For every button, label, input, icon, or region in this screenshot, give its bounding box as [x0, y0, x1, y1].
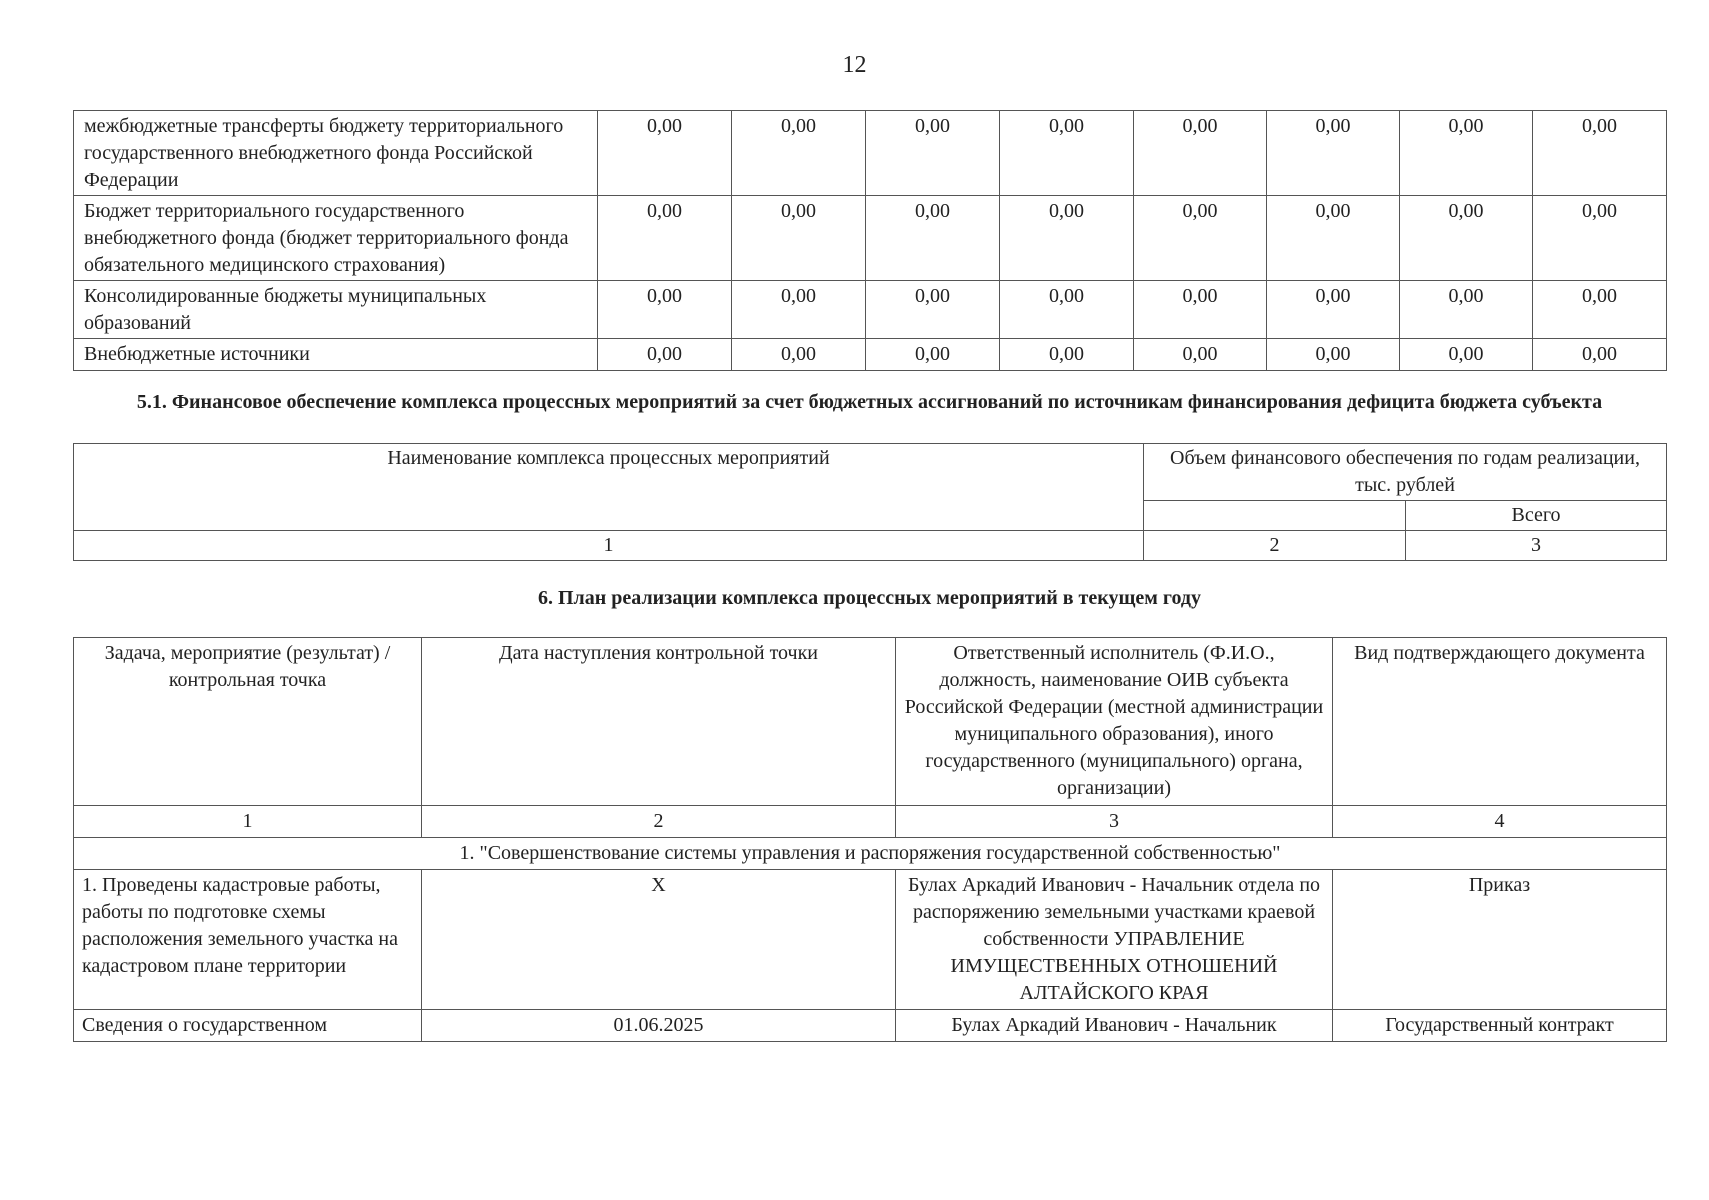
table-row: [74, 870, 1667, 1010]
funding-source-name: Внебюджетные источники: [74, 339, 598, 371]
funding-value: 0,00: [1400, 196, 1533, 281]
column-header-task: Задача, мероприятие (результат) / контрольная точка: [74, 638, 422, 806]
funding-value: 0,00: [1267, 111, 1400, 196]
funding-value: 0,00: [598, 111, 732, 196]
funding-value: 0,00: [732, 339, 866, 371]
funding-table: [73, 110, 1667, 371]
responsible-cell: Булах Аркадий Иванович - Начальник: [896, 1010, 1333, 1042]
column-header-document: Вид подтверждающего документа: [1333, 638, 1667, 806]
funding-row: [74, 281, 1667, 339]
funding-row: [74, 196, 1667, 281]
funding-value: 0,00: [866, 281, 1000, 339]
column-header-responsible: Ответственный исполнитель (Ф.И.О., должность, наименование ОИВ субъекта Российской Федерации (местной администрации муниципального образования), иного государственного (муниципального) органа, организации): [896, 638, 1333, 806]
funding-row: [74, 111, 1667, 196]
funding-value: 0,00: [1267, 196, 1400, 281]
section-5-1-heading: 5.1. Финансовое обеспечение комплекса процессных мероприятий за счет бюджетных ассигнований по источникам финансирования дефицита бюджета субъекта: [136, 391, 1603, 413]
funding-value: 0,00: [1134, 111, 1267, 196]
section-6-heading: 6. План реализации комплекса процессных мероприятий в текущем году: [537, 587, 1202, 609]
column-number: 4: [1333, 806, 1667, 838]
table-row: [74, 1010, 1667, 1042]
funding-source-name: Консолидированные бюджеты муниципальных образований: [74, 281, 598, 339]
funding-value: 0,00: [1533, 196, 1667, 281]
column-header-date: Дата наступления контрольной точки: [422, 638, 896, 806]
funding-value: 0,00: [1533, 281, 1667, 339]
column-number: 3: [1406, 531, 1667, 561]
funding-value: 0,00: [1134, 339, 1267, 371]
funding-value: 0,00: [1533, 111, 1667, 196]
funding-value: 0,00: [1000, 339, 1134, 371]
task-cell: Сведения о государственном: [74, 1010, 422, 1042]
funding-value: 0,00: [1000, 281, 1134, 339]
funding-value: 0,00: [598, 196, 732, 281]
date-cell: X: [422, 870, 896, 1010]
funding-row: [74, 339, 1667, 371]
column-numbers-row: [74, 531, 1667, 561]
task-title-row: [74, 838, 1667, 870]
funding-value: 0,00: [1000, 111, 1134, 196]
column-number: 1: [74, 531, 1144, 561]
date-cell: 01.06.2025: [422, 1010, 896, 1042]
table-header-row: [74, 638, 1667, 806]
document-cell: Приказ: [1333, 870, 1667, 1010]
funding-value: 0,00: [1134, 196, 1267, 281]
financing-sources-table: [73, 443, 1667, 561]
document-cell: Государственный контракт: [1333, 1010, 1667, 1042]
funding-value: 0,00: [732, 111, 866, 196]
column-number: 1: [74, 806, 422, 838]
column-number: 3: [896, 806, 1333, 838]
table-header-row: [74, 444, 1667, 501]
funding-value: 0,00: [598, 281, 732, 339]
implementation-plan-table: [73, 637, 1667, 1042]
funding-value: 0,00: [866, 339, 1000, 371]
funding-value: 0,00: [1267, 281, 1400, 339]
funding-value: 0,00: [1000, 196, 1134, 281]
funding-value: 0,00: [866, 111, 1000, 196]
funding-value: 0,00: [1400, 281, 1533, 339]
funding-value: 0,00: [1267, 339, 1400, 371]
funding-source-name: Бюджет территориального государственного внебюджетного фонда (бюджет территориального фонда обязательного медицинского страхования): [74, 196, 598, 281]
funding-value: 0,00: [866, 196, 1000, 281]
column-header-volume: Объем финансового обеспечения по годам реализации, тыс. рублей: [1144, 444, 1667, 501]
task-cell: 1. Проведены кадастровые работы, работы по подготовке схемы расположения земельного участка на кадастровом плане территории: [74, 870, 422, 1010]
funding-value: 0,00: [732, 281, 866, 339]
column-header-name: Наименование комплекса процессных мероприятий: [74, 444, 1144, 531]
column-header-total: Всего: [1406, 501, 1667, 531]
column-header-year: [1144, 501, 1406, 531]
funding-value: 0,00: [598, 339, 732, 371]
task-title: 1. "Совершенствование системы управления и распоряжения государственной собственностью": [74, 838, 1667, 870]
funding-value: 0,00: [1533, 339, 1667, 371]
funding-value: 0,00: [1400, 339, 1533, 371]
column-number: 2: [1144, 531, 1406, 561]
column-numbers-row: [74, 806, 1667, 838]
column-number: 2: [422, 806, 896, 838]
funding-value: 0,00: [1134, 281, 1267, 339]
funding-source-name: межбюджетные трансферты бюджету территориального государственного внебюджетного фонда Российской Федерации: [74, 111, 598, 196]
responsible-cell: Булах Аркадий Иванович - Начальник отдела по распоряжению земельными участками краевой собственности УПРАВЛЕНИЕ ИМУЩЕСТВЕННЫХ ОТНОШЕНИЙ АЛТАЙСКОГО КРАЯ: [896, 870, 1333, 1010]
funding-value: 0,00: [1400, 111, 1533, 196]
page-number: 12: [842, 52, 867, 78]
funding-value: 0,00: [732, 196, 866, 281]
